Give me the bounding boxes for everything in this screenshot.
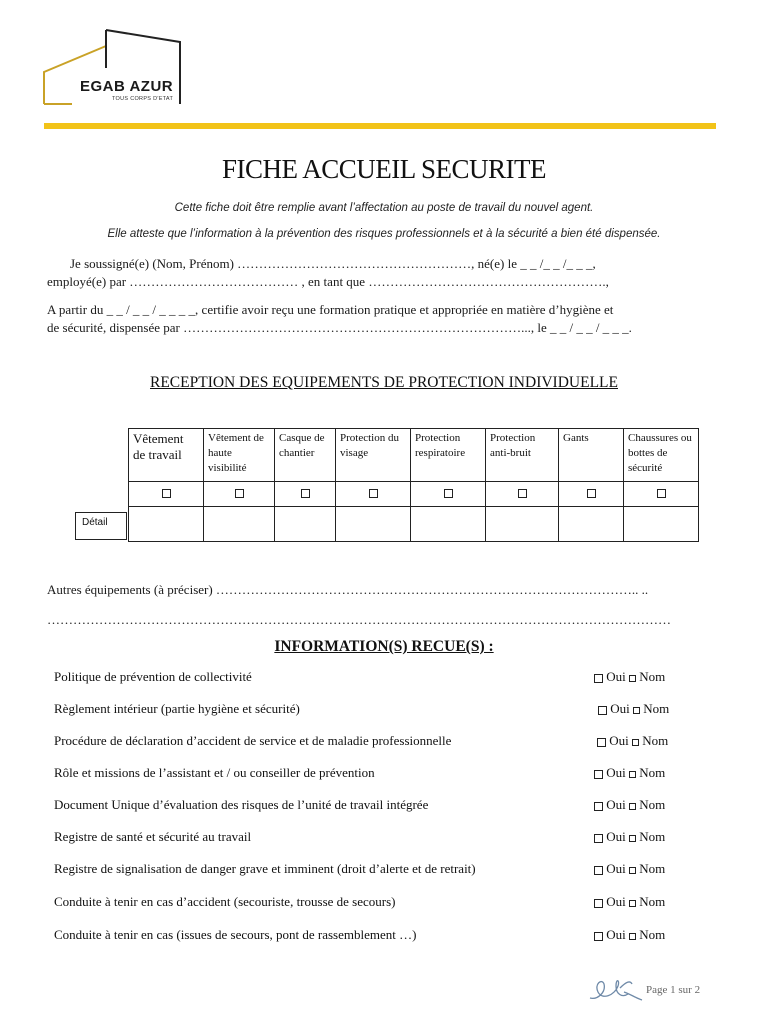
epi-col-safety-shoes: Chaussures ou bottes de sécurité [624,429,699,482]
epi-detail-cell[interactable] [336,507,411,542]
epi-detail-label: Détail [75,512,127,540]
epi-detail-cell[interactable] [275,507,336,542]
nom-checkbox[interactable] [629,867,636,874]
nom-label: Nom [639,861,666,876]
nom-label: Nom [639,927,666,942]
epi-col-face-protection: Protection du visage [336,429,411,482]
info-item-label: Règlement intérieur (partie hygiène et sécurité) [54,701,300,716]
declaration-line-2: employé(e) par ………………………………… , en tant que ………………………………………………., [47,274,609,289]
other-equipment-line-1: Autres équipements (à préciser) …………………………………………………………………………………….. .. [47,582,649,597]
epi-col-gloves: Gants [559,429,624,482]
epi-checkbox[interactable] [369,489,378,498]
nom-label: Nom [639,894,666,909]
oui-checkbox[interactable] [594,770,603,779]
epi-table [128,428,699,542]
intro-line-2: Elle atteste que l’information à la prévention des risques professionnels et à la sécurité a bien été dispensée. [107,228,661,240]
epi-detail-cell[interactable] [559,507,624,542]
nom-checkbox[interactable] [629,835,636,842]
info-item-label: Politique de prévention de collectivité [54,669,252,684]
header-divider [44,123,716,129]
oui-label: Oui [606,894,626,909]
nom-label: Nom [639,765,666,780]
declaration-line-3: A partir du _ _ / _ _ / _ _ _ _, certifie avoir reçu une formation pratique et appropriée en matière d’hygiène et [47,302,614,317]
nom-label: Nom [639,829,666,844]
oui-checkbox[interactable] [594,834,603,843]
epi-col-high-visibility: Vêtement de haute visibilité [204,429,275,482]
epi-detail-cell[interactable] [411,507,486,542]
info-item-answer [594,797,665,813]
nom-label: Nom [643,701,670,716]
info-item-label: Document Unique d’évaluation des risques de l’unité de travail intégrée [54,797,429,812]
epi-heading: RECEPTION DES EQUIPEMENTS DE PROTECTION INDIVIDUELLE [150,374,618,391]
oui-checkbox[interactable] [594,866,603,875]
epi-col-helmet: Casque de chantier [275,429,336,482]
info-heading: INFORMATION(S) RECUE(S) : [274,638,494,655]
oui-label: Oui [606,765,626,780]
other-equipment-line-2: ……………………………………………………………………………………………………………………………… [47,612,671,627]
info-item-answer [594,829,665,845]
info-item-answer [594,669,665,685]
epi-col-work-clothing: Vêtement de travail [129,429,204,482]
oui-label: Oui [609,733,629,748]
nom-checkbox[interactable] [629,933,636,940]
nom-label: Nom [642,733,669,748]
info-item-label: Registre de santé et sécurité au travail [54,829,252,844]
page-number: Page 1 sur 2 [646,984,701,996]
oui-checkbox[interactable] [597,738,606,747]
logo-tagline: TOUS CORPS D'ETAT [112,96,174,102]
epi-detail-cell[interactable] [204,507,275,542]
oui-label: Oui [606,861,626,876]
info-item-answer [597,733,668,749]
epi-detail-cell[interactable] [486,507,559,542]
nom-checkbox[interactable] [632,739,639,746]
oui-label: Oui [606,927,626,942]
declaration-line-4: de sécurité, dispensée par ……………………………………………………………………..., le _ _ / _ _ / _ _ _. [47,320,632,335]
nom-checkbox[interactable] [629,803,636,810]
epi-checkbox[interactable] [235,489,244,498]
oui-checkbox[interactable] [594,932,603,941]
info-item-answer [594,765,665,781]
oui-label: Oui [606,829,626,844]
oui-checkbox[interactable] [594,674,603,683]
epi-checkbox[interactable] [162,489,171,498]
oui-label: Oui [606,797,626,812]
epi-checkbox[interactable] [301,489,310,498]
declaration-line-1: Je soussigné(e) (Nom, Prénom) ………………………………………………, né(e) le _ _ /_ _ /_ _ _, [70,256,596,271]
epi-checkbox[interactable] [518,489,527,498]
info-item-answer [598,701,669,717]
info-item-answer [594,927,665,943]
epi-checkbox[interactable] [444,489,453,498]
oui-checkbox[interactable] [598,706,607,715]
oui-checkbox[interactable] [594,899,603,908]
info-item-answer [594,861,665,877]
info-item-label: Registre de signalisation de danger grave et imminent (droit d’alerte et de retrait) [54,861,476,876]
epi-checkbox[interactable] [657,489,666,498]
oui-label: Oui [610,701,630,716]
intro-line-1: Cette fiche doit être remplie avant l’affectation au poste de travail du nouvel agent. [174,202,594,214]
nom-label: Nom [639,669,666,684]
epi-col-hearing: Protection anti-bruit [486,429,559,482]
info-item-label: Procédure de déclaration d’accident de service et de maladie professionnelle [54,733,452,748]
epi-detail-cell[interactable] [129,507,204,542]
info-item-label: Conduite à tenir en cas (issues de secours, pont de rassemblement …) [54,927,417,942]
nom-checkbox[interactable] [629,675,636,682]
info-item-answer [594,894,665,910]
info-item-label: Rôle et missions de l’assistant et / ou conseiller de prévention [54,765,375,780]
epi-detail-cell[interactable] [624,507,699,542]
nom-label: Nom [639,797,666,812]
signature-mark [584,970,644,1006]
oui-checkbox[interactable] [594,802,603,811]
epi-checkbox[interactable] [587,489,596,498]
oui-label: Oui [606,669,626,684]
nom-checkbox[interactable] [629,771,636,778]
nom-checkbox[interactable] [633,707,640,714]
nom-checkbox[interactable] [629,900,636,907]
info-item-label: Conduite à tenir en cas d’accident (secouriste, trousse de secours) [54,894,396,909]
logo-name: EGAB AZUR [80,78,174,95]
page-title: FICHE ACCUEIL SECURITE [221,154,546,184]
epi-col-respiratory: Protection respiratoire [411,429,486,482]
